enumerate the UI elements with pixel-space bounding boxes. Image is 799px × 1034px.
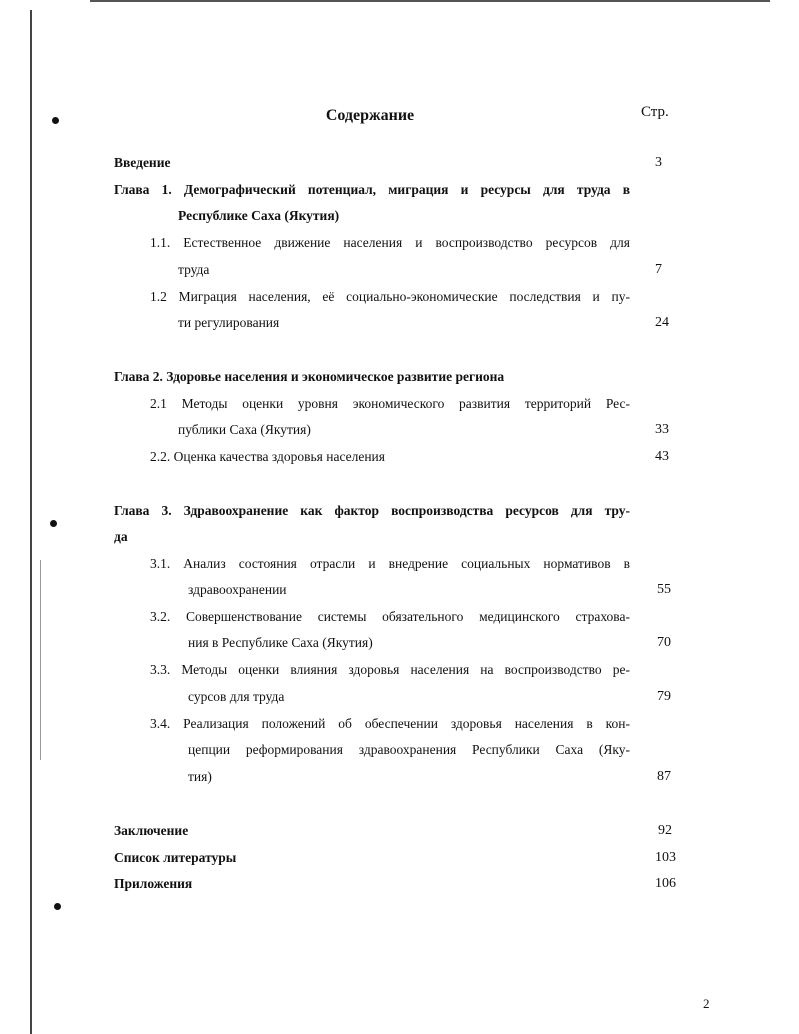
scan-edge-left-faint <box>40 560 41 760</box>
punch-hole-speck <box>50 520 57 527</box>
punch-hole-speck <box>54 903 61 910</box>
toc-section-1-1-cont: труда <box>178 262 210 277</box>
toc-section-1-2-page: 24 <box>655 315 669 330</box>
toc-section-3-3: 3.3. Методы оценки влияния здоровья населения на воспроизводство ре- <box>150 662 630 677</box>
page-title: Содержание <box>325 107 415 124</box>
toc-section-3-4: 3.4. Реализация положений об обеспечении здоровья населения в кон- <box>150 716 630 731</box>
toc-conclusion: Заключение <box>114 823 189 838</box>
toc-intro: Введение <box>114 155 171 170</box>
toc-references: Список литературы <box>114 850 237 865</box>
toc-references-page: 103 <box>655 850 676 865</box>
toc-appendices-page: 106 <box>655 876 676 891</box>
toc-section-3-1-cont: здравоохранении <box>188 582 287 597</box>
toc-section-1-2-cont: ти регулирования <box>178 315 280 330</box>
scan-edge-top <box>90 0 770 2</box>
toc-section-2-1-cont: публики Саха (Якутия) <box>178 422 311 437</box>
toc-chapter-3-title: Глава 3. Здравоохранение как фактор воспроизводства ресурсов для тру- <box>114 503 630 518</box>
page-number: 2 <box>703 996 710 1011</box>
toc-section-3-3-page: 79 <box>657 689 671 704</box>
toc-section-2-2-page: 43 <box>655 449 669 464</box>
toc-chapter-1-title: Глава 1. Демографический потенциал, миграция и ресурсы для труда в <box>114 182 630 197</box>
toc-section-3-1-page: 55 <box>657 582 671 597</box>
toc-section-2-1-page: 33 <box>655 422 669 437</box>
toc-section-3-1: 3.1. Анализ состояния отрасли и внедрение социальных нормативов в <box>150 556 630 571</box>
scan-edge-left <box>30 10 32 1034</box>
toc-section-2-1: 2.1 Методы оценки уровня экономического развития территорий Рес- <box>150 396 630 411</box>
toc-chapter-3-title-cont: да <box>114 529 128 544</box>
toc-section-3-2-cont: ния в Республике Саха (Якутия) <box>188 635 373 650</box>
toc-section-3-4-page: 87 <box>657 769 671 784</box>
toc-section-3-4-cont2: тия) <box>188 769 212 784</box>
page-column-label: Стр. <box>641 104 669 120</box>
toc-appendices: Приложения <box>114 876 193 891</box>
toc-section-3-3-cont: сурсов для труда <box>188 689 285 704</box>
toc-section-1-2: 1.2 Миграция населения, её социально-экономические последствия и пу- <box>150 289 630 304</box>
toc-intro-page: 3 <box>655 155 662 170</box>
toc-section-3-2: 3.2. Совершенствование системы обязательного медицинского страхова- <box>150 609 630 624</box>
toc-section-1-1: 1.1. Естественное движение населения и воспроизводство ресурсов для <box>150 235 630 250</box>
toc-section-1-1-page: 7 <box>655 262 662 277</box>
toc-chapter-1-title-cont: Республике Саха (Якутия) <box>178 208 340 223</box>
toc-section-3-2-page: 70 <box>657 635 671 650</box>
punch-hole-speck <box>52 117 59 124</box>
toc-chapter-2-title: Глава 2. Здоровье населения и экономическое развитие региона <box>114 369 505 384</box>
toc-section-2-2: 2.2. Оценка качества здоровья населения <box>150 449 385 464</box>
toc-section-3-4-cont: цепции реформирования здравоохранения Республики Саха (Яку- <box>188 742 630 757</box>
toc-conclusion-page: 92 <box>658 823 672 838</box>
